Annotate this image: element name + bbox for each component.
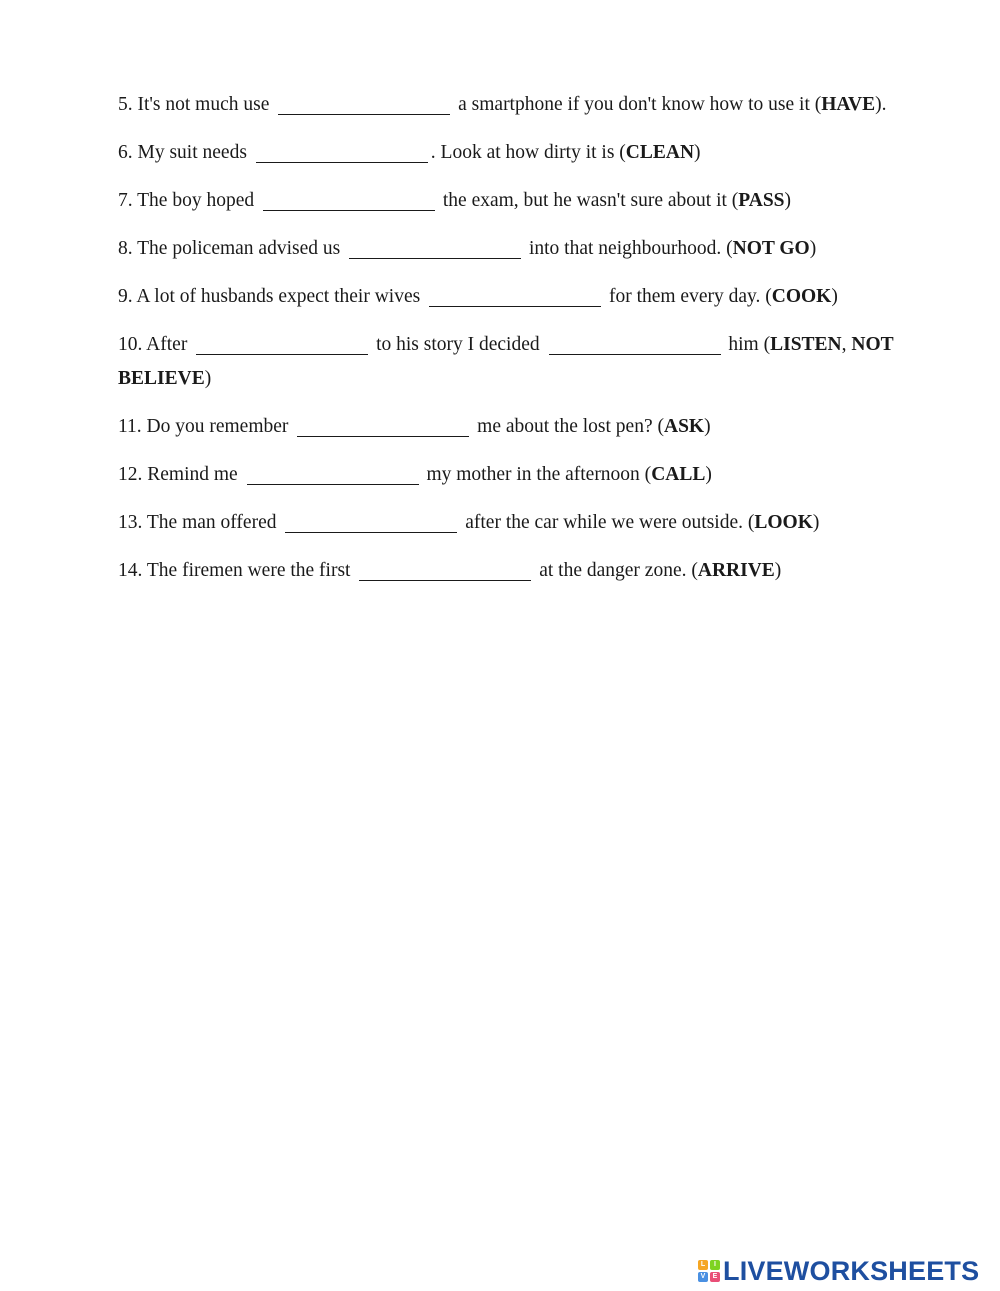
liveworksheets-logo [698, 1256, 979, 1286]
answer-blank[interactable] [297, 418, 469, 437]
question-text: ). [875, 94, 887, 115]
question-text: ) [204, 368, 212, 389]
question-text: ) [784, 190, 792, 211]
answer-blank[interactable] [285, 514, 457, 533]
question-text: to his story I decided [371, 334, 545, 355]
question-text: ) [809, 238, 817, 259]
hint-verb: ASK [663, 416, 705, 437]
answer-blank[interactable] [429, 288, 601, 307]
question-text: 11. Do you remember [118, 416, 294, 437]
hint-verb: ARRIVE [697, 560, 775, 581]
question-text: my mother in the afternoon ( [421, 464, 652, 485]
answer-blank[interactable] [349, 240, 521, 259]
logo-text: LIVEWORKSHEETS [723, 1256, 980, 1286]
answer-blank[interactable] [359, 562, 531, 581]
answer-blank[interactable] [263, 192, 435, 211]
hint-verb: HAVE [821, 94, 876, 115]
hint-verb: PASS [738, 190, 785, 211]
question-text: . Look at how dirty it is ( [430, 142, 626, 163]
question-text: 5. It's not much use [118, 94, 275, 115]
logo-square: I [710, 1260, 720, 1270]
logo-mark-icon [698, 1260, 720, 1282]
question-text: 6. My suit needs [118, 142, 252, 163]
question-text: 8. The policeman advised us [118, 238, 346, 259]
question-text: ) [774, 560, 782, 581]
worksheet-body [118, 88, 918, 602]
question-text: for them every day. ( [604, 286, 772, 307]
hint-verb: CLEAN [625, 142, 695, 163]
question-text: ) [705, 464, 712, 485]
question-text: ) [704, 416, 711, 437]
question-text: 13. The man offered [118, 512, 282, 533]
hint-verb: LISTEN [770, 334, 842, 355]
question-text: after the car while we were outside. ( [460, 512, 755, 533]
question-text: a smartphone if you don't know how to use it ( [453, 94, 822, 115]
answer-blank[interactable] [196, 336, 368, 355]
question-text: ) [694, 142, 701, 163]
question-13 [118, 506, 918, 540]
question-text: , [841, 334, 852, 355]
question-text: 12. Remind me [118, 464, 243, 485]
question-6 [118, 136, 918, 170]
question-text: me about the lost pen? ( [472, 416, 664, 437]
question-7 [118, 184, 918, 218]
answer-blank[interactable] [247, 466, 419, 485]
question-12 [118, 458, 918, 492]
logo-square: L [698, 1260, 708, 1270]
question-text: 7. The boy hoped [118, 190, 259, 211]
question-text: him ( [723, 334, 771, 355]
question-text: ) [831, 286, 838, 307]
question-text: the exam, but he wasn't sure about it ( [438, 190, 739, 211]
answer-blank[interactable] [278, 96, 450, 115]
hint-verb: LOOK [754, 512, 813, 533]
question-14 [118, 554, 918, 588]
question-10 [118, 328, 918, 396]
question-9 [118, 280, 918, 314]
question-11 [118, 410, 918, 444]
question-text: 9. A lot of husbands expect their wives [118, 286, 426, 307]
question-5 [118, 88, 918, 122]
hint-verb: NOT GO [732, 238, 810, 259]
logo-square: E [710, 1272, 720, 1282]
hint-verb: CALL [651, 464, 706, 485]
hint-verb: NOT BELIEVE [118, 334, 894, 389]
answer-blank[interactable] [256, 144, 428, 163]
question-text: into that neighbourhood. ( [524, 238, 733, 259]
logo-square: V [698, 1272, 708, 1282]
question-text: 10. After [118, 334, 193, 355]
question-8 [118, 232, 918, 266]
question-text: ) [812, 512, 820, 533]
answer-blank[interactable] [549, 336, 721, 355]
hint-verb: COOK [771, 286, 832, 307]
question-text: at the danger zone. ( [534, 560, 698, 581]
question-text: 14. The firemen were the first [118, 560, 356, 581]
